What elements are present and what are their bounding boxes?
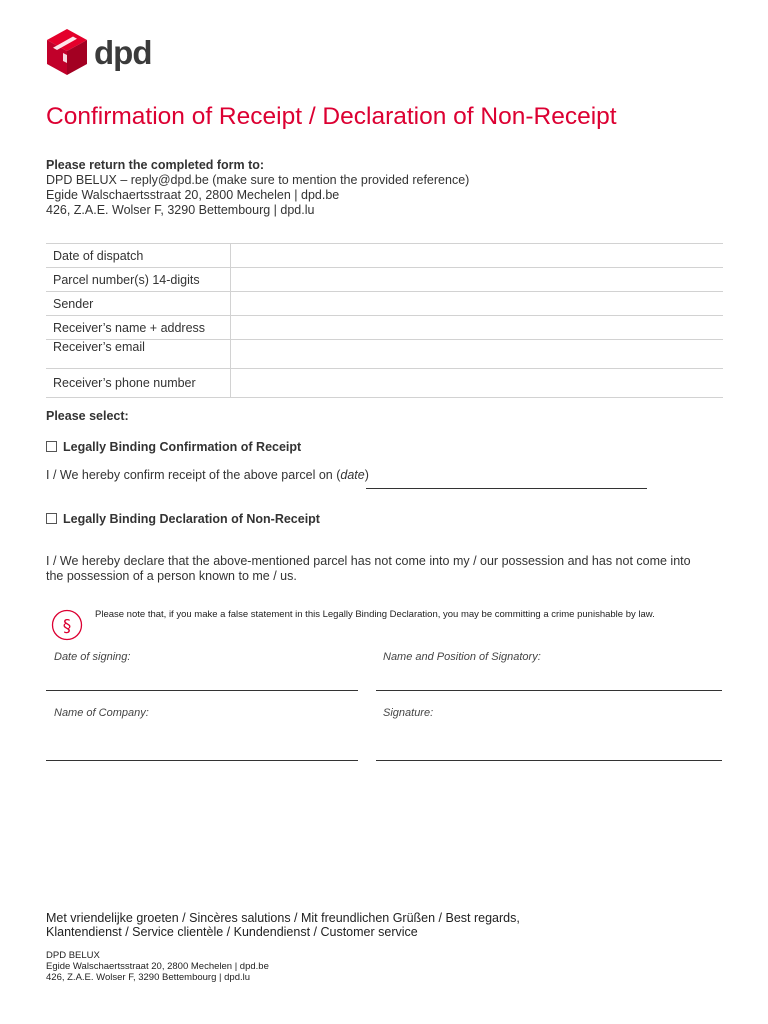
receipt-statement [46, 468, 369, 482]
table-row [46, 369, 723, 398]
footer-address [46, 950, 269, 983]
return-line-1: DPD BELUX – reply@dpd.be (make sure to mention the provided reference) [46, 173, 470, 187]
checkbox-confirmation-receipt[interactable] [46, 441, 57, 452]
footer-service-text: Klantendienst / Service clientèle / Kundendienst / Customer service [46, 925, 418, 939]
field-label-sender: Sender [46, 292, 231, 316]
name-position-line[interactable] [376, 690, 722, 691]
signature-label: Signature: [383, 707, 434, 719]
field-label-receiver-email: Receiver’s email [46, 340, 231, 369]
field-input-date-of-dispatch[interactable] [231, 244, 724, 268]
date-of-signing-line[interactable] [46, 690, 358, 691]
field-label-receiver-phone: Receiver’s phone number [46, 369, 231, 398]
company-name-line[interactable] [46, 760, 358, 761]
field-input-parcel-number[interactable] [231, 268, 724, 292]
parcel-cube-icon [46, 28, 88, 76]
field-input-receiver-phone[interactable] [231, 369, 724, 398]
option-non-receipt-label: Legally Binding Declaration of Non-Receipt [63, 512, 320, 526]
table-row [46, 292, 723, 316]
field-label-receiver-address: Receiver’s name + address [46, 316, 231, 340]
name-position-label: Name and Position of Signatory: [383, 651, 541, 663]
date-of-signing-label: Date of signing: [54, 651, 131, 663]
receipt-text: I / We hereby confirm receipt of the above parcel on ( [46, 468, 341, 482]
page-title: Confirmation of Receipt / Declaration of Non-Receipt [46, 103, 617, 130]
field-input-receiver-address[interactable] [231, 316, 724, 340]
parcel-info-table [46, 243, 723, 398]
non-receipt-statement [46, 554, 691, 584]
legal-note: Please note that, if you make a false statement in this Legally Binding Declaration, you may be committing a crime punishable by law. [95, 609, 655, 620]
receipt-date-hint: date [340, 468, 365, 482]
logo-wordmark: dpd [94, 33, 152, 71]
return-address-block [46, 158, 469, 218]
option-declaration-non-receipt[interactable] [46, 512, 320, 526]
return-heading: Please return the completed form to: [46, 158, 265, 172]
footer-address-1: Egide Walschaertsstraat 20, 2800 Mechelen | dpd.be [46, 961, 269, 972]
svg-text:§: § [62, 616, 72, 637]
receipt-text-end: ) [364, 468, 369, 482]
option-confirmation-receipt[interactable] [46, 440, 301, 454]
footer-regards [46, 911, 520, 939]
option-confirmation-label: Legally Binding Confirmation of Receipt [63, 440, 302, 454]
return-line-3: 426, Z.A.E. Wolser F, 3290 Bettembourg | dpd.lu [46, 203, 315, 217]
signature-line[interactable] [376, 760, 722, 761]
checkbox-declaration-non-receipt[interactable] [46, 513, 57, 524]
field-label-parcel-number: Parcel number(s) 14-digits [46, 268, 231, 292]
field-input-receiver-email[interactable] [231, 340, 724, 369]
receipt-date-line[interactable] [366, 488, 647, 489]
dpd-logo [46, 28, 151, 76]
non-receipt-text-2: the possession of a person known to me / us. [46, 569, 297, 583]
legal-section-icon [51, 609, 83, 641]
company-name-label: Name of Company: [54, 707, 149, 719]
table-row [46, 340, 723, 369]
footer-address-2: 426, Z.A.E. Wolser F, 3290 Bettembourg | dpd.lu [46, 972, 251, 983]
table-row [46, 268, 723, 292]
return-line-2: Egide Walschaertsstraat 20, 2800 Mechelen | dpd.be [46, 188, 340, 202]
field-input-sender[interactable] [231, 292, 724, 316]
select-heading: Please select: [46, 409, 129, 423]
table-row [46, 316, 723, 340]
field-label-date-of-dispatch: Date of dispatch [46, 244, 231, 268]
footer-regards-text: Met vriendelijke groeten / Sincères salutions / Mit freundlichen Grüßen / Best regards, [46, 911, 520, 925]
footer-company: DPD BELUX [46, 950, 100, 961]
non-receipt-text-1: I / We hereby declare that the above-mentioned parcel has not come into my / our possession and has not come into [46, 554, 691, 568]
table-row [46, 244, 723, 268]
